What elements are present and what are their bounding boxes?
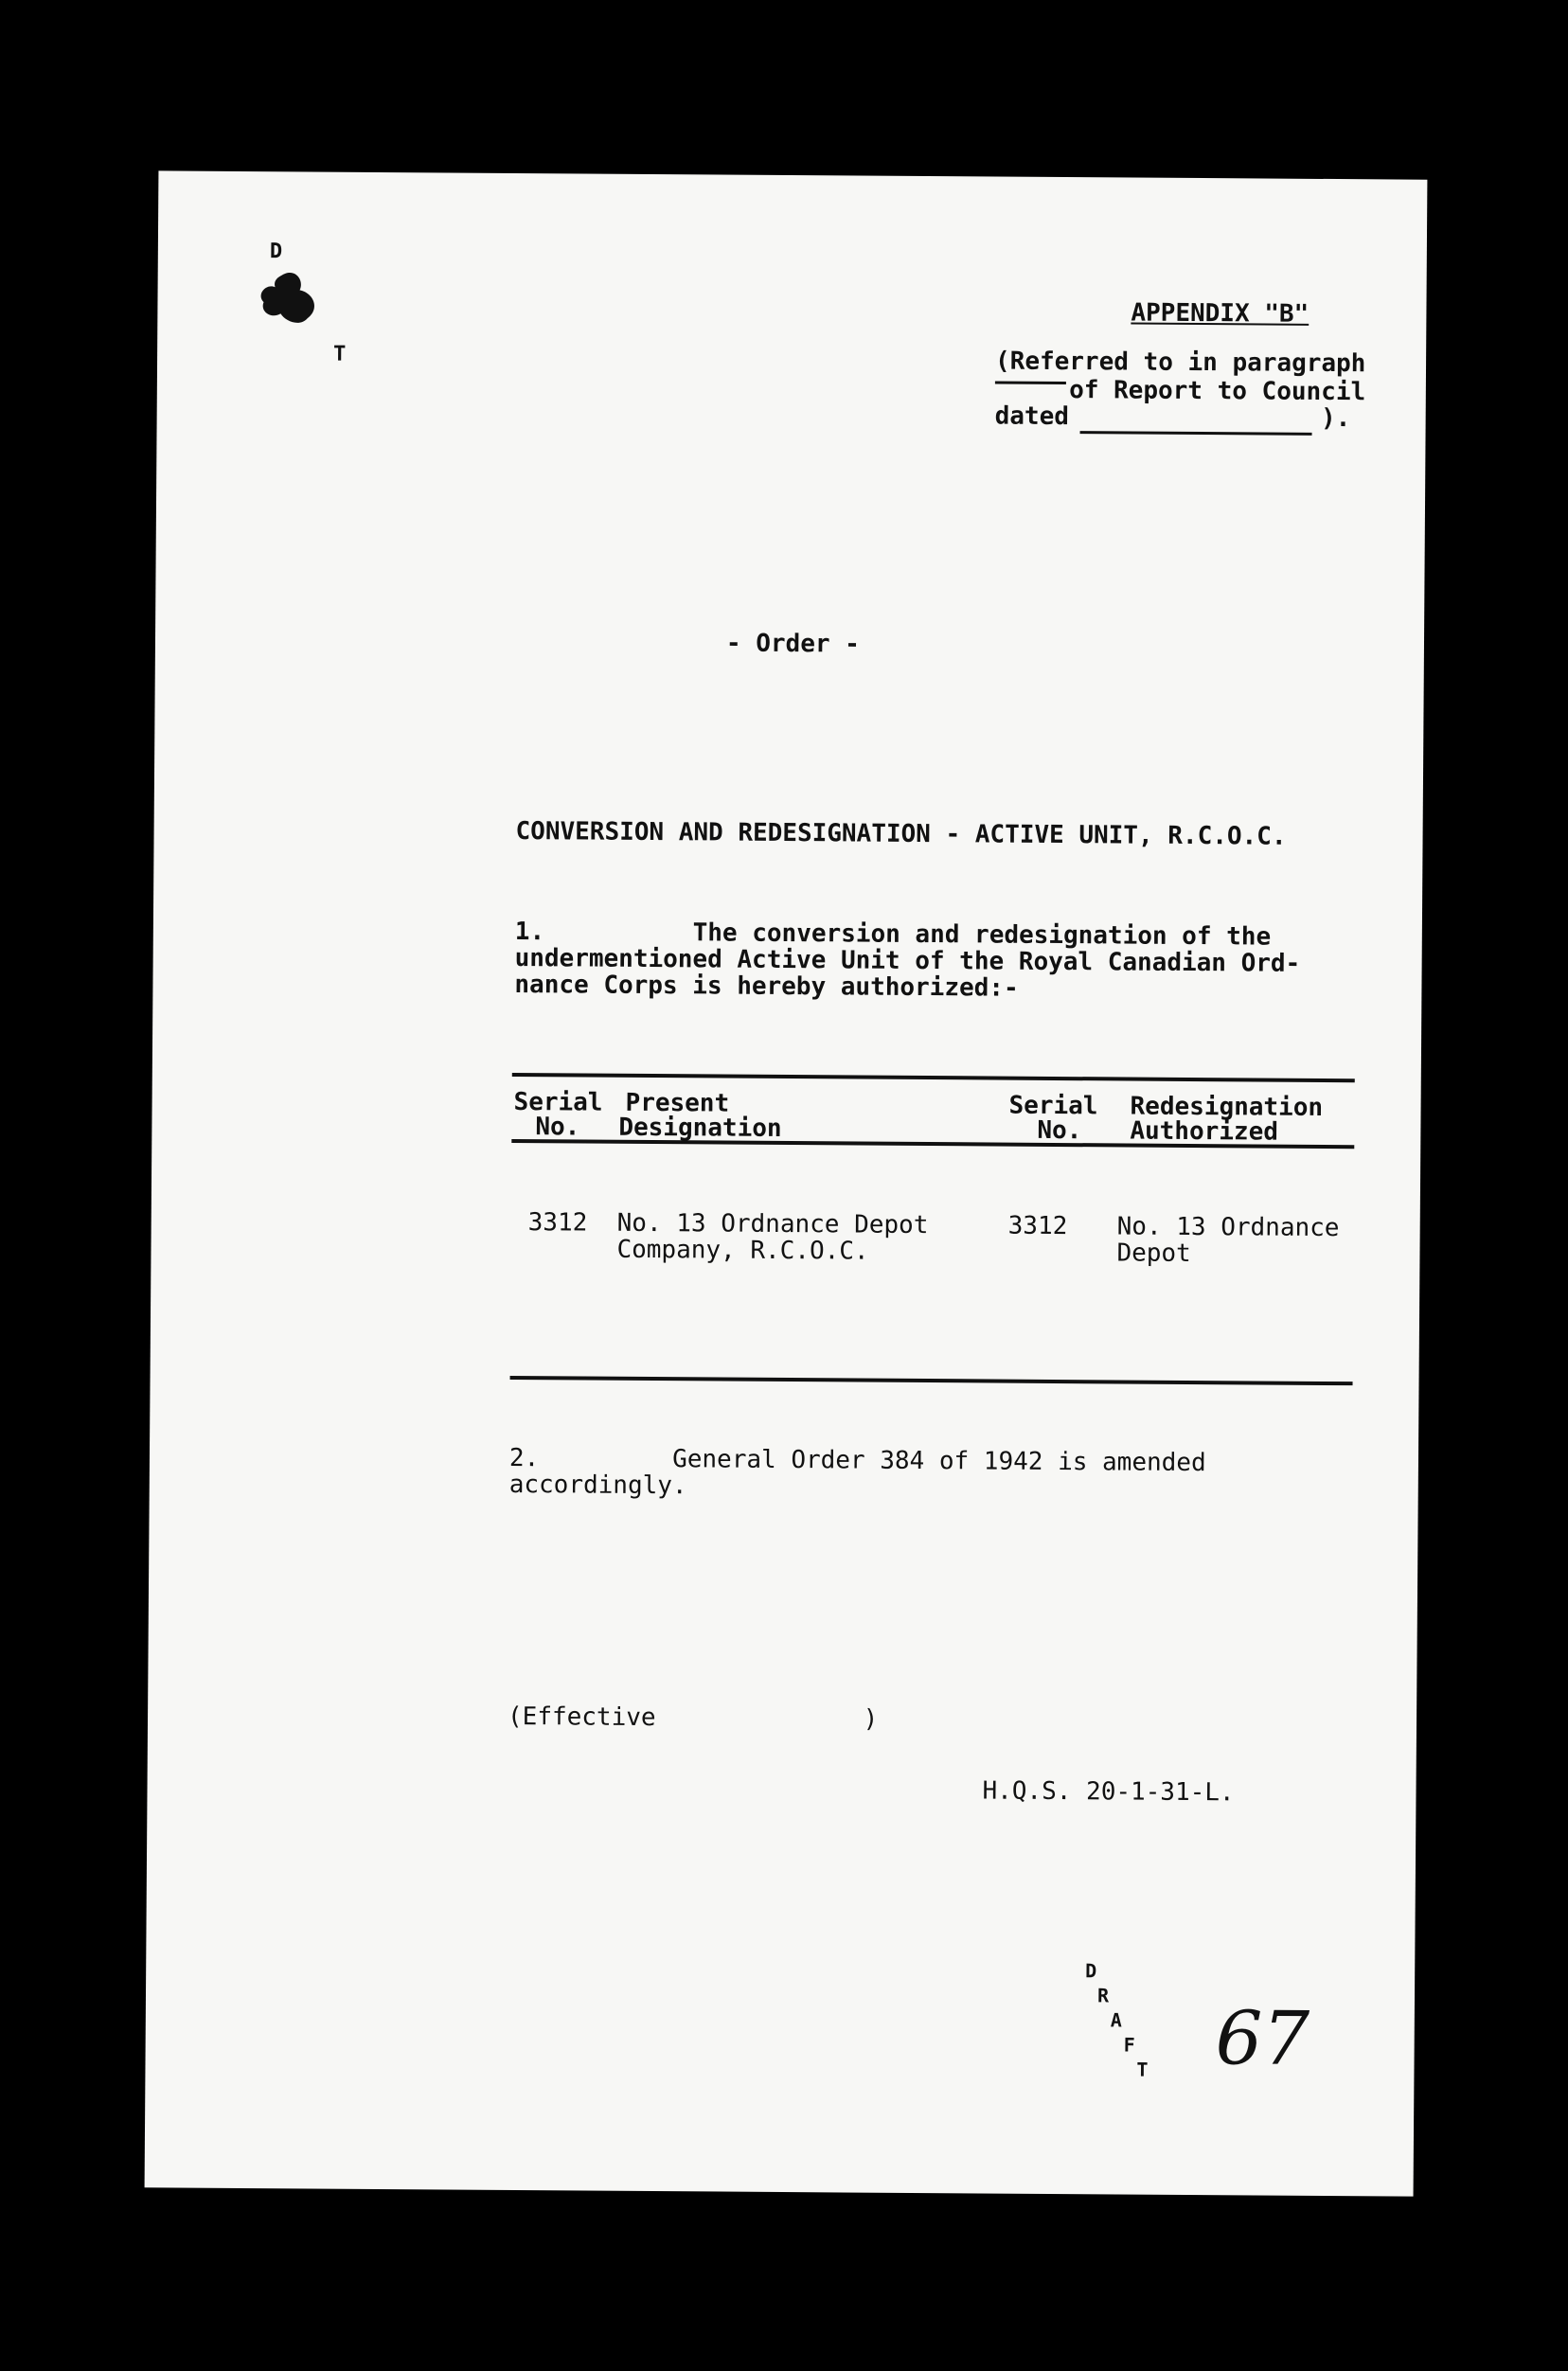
cell-present-line-1: No. 13 Ordnance Depot [616, 1208, 929, 1240]
table-bottom-rule [510, 1376, 1353, 1385]
appendix-label: APPENDIX "B" [1131, 298, 1310, 329]
cell-serial-2: 3312 [1007, 1211, 1068, 1241]
draft-stamp-d: D [1085, 1959, 1097, 1983]
effective-line: (Effective ) [507, 1702, 879, 1734]
header-present: Present [625, 1088, 730, 1118]
paragraph-blank-line [995, 382, 1066, 385]
referred-line-3: dated ). [994, 401, 1351, 434]
document-page [145, 170, 1428, 2196]
section-heading: CONVERSION AND REDESIGNATION - ACTIVE UNIT, R.C.O.C. [515, 816, 1287, 851]
cell-redesignation-line-1: No. 13 Ordnance [1116, 1212, 1340, 1243]
header-serial-no: No. [535, 1113, 580, 1142]
cell-redesignation-line-2: Depot [1116, 1239, 1191, 1268]
referred-line-1: (Referred to in paragraph [994, 347, 1366, 379]
stamp-letter-t: T [333, 342, 347, 366]
header-serial-2: Serial [1008, 1091, 1098, 1121]
cell-present-line-2: Company, R.C.O.C. [616, 1235, 869, 1266]
file-reference: H.Q.S. 20-1-31-L. [982, 1776, 1235, 1808]
draft-stamp-t: T [1136, 2058, 1149, 2081]
paragraph-2-line-2: accordingly. [508, 1470, 687, 1501]
order-title: - Order - [725, 629, 860, 659]
paragraph-1-line-3: nance Corps is hereby authorized:- [514, 970, 1019, 1003]
paragraph-2-line-1: 2. General Order 384 of 1942 is amended [508, 1443, 1206, 1478]
cell-serial: 3312 [527, 1208, 588, 1238]
referred-line-2: of Report to Council [994, 375, 1366, 407]
draft-stamp-f: F [1123, 2033, 1135, 2057]
ink-blot-mark [252, 266, 328, 333]
table-top-rule [512, 1073, 1355, 1082]
page-number: 67 [1215, 1996, 1310, 2082]
draft-stamp-r: R [1096, 1984, 1110, 2007]
header-redesignation: Redesignation [1130, 1092, 1324, 1122]
stamp-letter-d: D [269, 240, 283, 264]
header-serial: Serial [513, 1087, 603, 1117]
header-designation: Designation [618, 1113, 782, 1143]
paragraph-1-line-2: undermentioned Active Unit of the Royal Canadian Ord- [514, 943, 1301, 978]
draft-stamp-a: A [1110, 2008, 1122, 2032]
paragraph-1-line-1: 1. The conversion and redesignation of the [514, 917, 1272, 952]
header-authorized: Authorized [1130, 1116, 1279, 1147]
header-serial-2-no: No. [1037, 1115, 1082, 1146]
date-blank-line [1080, 431, 1312, 436]
